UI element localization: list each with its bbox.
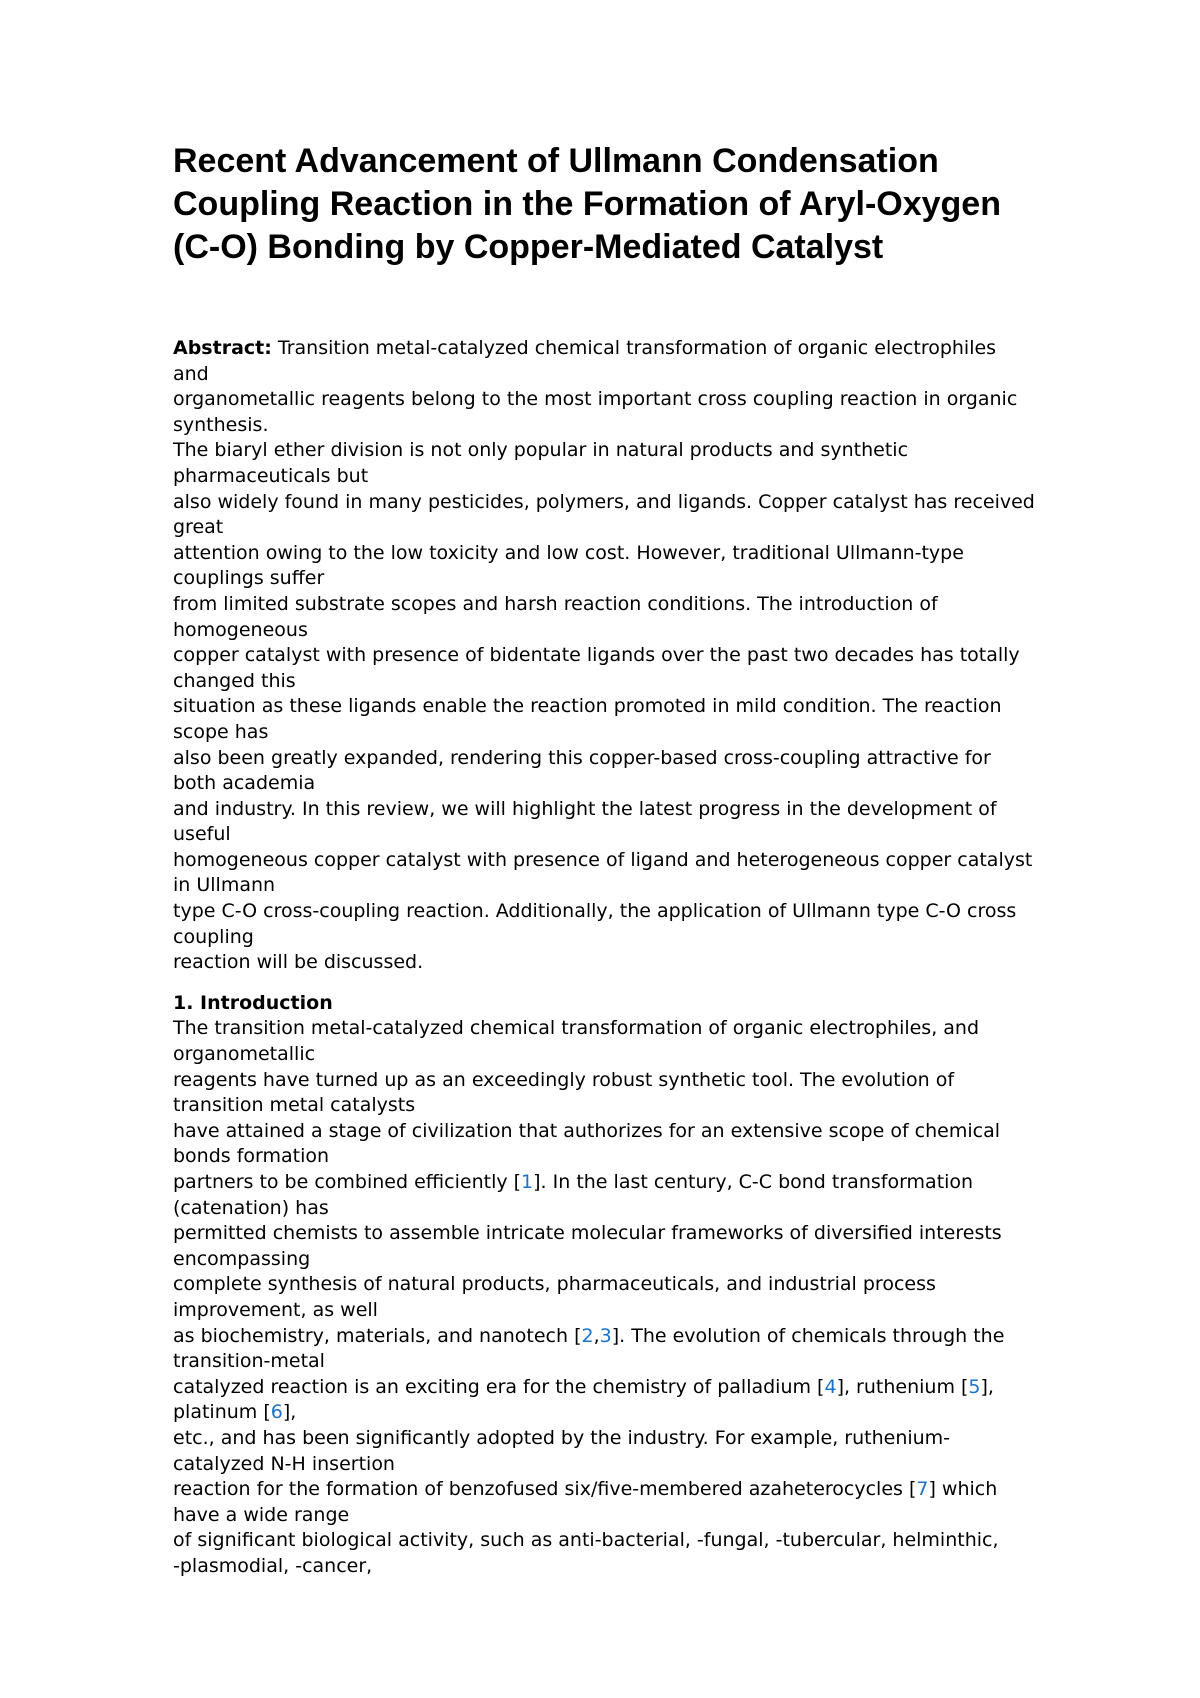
abstract-line: pharmaceuticals but bbox=[173, 464, 369, 487]
abstract-line: copper catalyst with presence of bidentate ligands over the past two decades has totally bbox=[173, 644, 1020, 667]
abstract-line: great bbox=[173, 516, 224, 539]
citation-link[interactable]: 2 bbox=[581, 1324, 594, 1347]
abstract-line: both academia bbox=[173, 772, 316, 795]
intro-line: (catenation) has bbox=[173, 1196, 329, 1219]
abstract-line bbox=[173, 336, 1103, 362]
citation-link[interactable]: 3 bbox=[599, 1324, 612, 1347]
document-body bbox=[173, 336, 1103, 1580]
intro-line bbox=[173, 1375, 1103, 1401]
intro-text: ], bbox=[282, 1401, 297, 1424]
abstract-line: useful bbox=[173, 823, 231, 846]
intro-line: organometallic bbox=[173, 1043, 316, 1066]
intro-line: improvement, as well bbox=[173, 1298, 378, 1321]
intro-line: bonds formation bbox=[173, 1145, 330, 1168]
abstract-line: homogeneous bbox=[173, 618, 308, 641]
intro-line: permitted chemists to assemble intricate molecular frameworks of diversified interests bbox=[173, 1222, 1002, 1245]
citation-link[interactable]: 6 bbox=[270, 1401, 283, 1424]
abstract-line: also widely found in many pesticides, polymers, and ligands. Copper catalyst has received bbox=[173, 490, 1035, 513]
intro-text: catalyzed reaction is an exciting era for the chemistry of palladium [ bbox=[173, 1375, 825, 1398]
abstract-line: The biaryl ether division is not only popular in natural products and synthetic bbox=[173, 439, 909, 462]
abstract-line: in Ullmann bbox=[173, 874, 276, 897]
title-line: (C-O) Bonding by Copper-Mediated Catalyst bbox=[173, 228, 884, 266]
intro-text: ]. In the last century, C-C bond transformation bbox=[533, 1171, 974, 1193]
intro-line bbox=[173, 1324, 1103, 1350]
intro-line: The transition metal-catalyzed chemical transformation of organic electrophiles, and bbox=[173, 1017, 980, 1040]
section-heading: 1. Introduction bbox=[173, 991, 333, 1014]
intro-line: -plasmodial, -cancer, bbox=[173, 1554, 373, 1577]
abstract-line: coupling bbox=[173, 925, 254, 948]
citation-link[interactable]: 5 bbox=[968, 1375, 981, 1398]
abstract-line: reaction will be discussed. bbox=[173, 951, 424, 974]
abstract-line: and industry. In this review, we will highlight the latest progress in the development of bbox=[173, 797, 997, 820]
abstract-line: from limited substrate scopes and harsh reaction conditions. The introduction of bbox=[173, 592, 938, 615]
intro-line: have attained a stage of civilization that authorizes for an extensive scope of chemical bbox=[173, 1119, 1001, 1142]
intro-line bbox=[173, 1477, 1103, 1503]
introduction-section bbox=[173, 991, 1103, 1580]
intro-line: etc., and has been significantly adopted by the industry. For example, ruthenium- bbox=[173, 1426, 951, 1449]
intro-text: ] which bbox=[928, 1478, 998, 1501]
citation-link[interactable]: 7 bbox=[916, 1478, 929, 1501]
citation-link[interactable]: 4 bbox=[824, 1375, 837, 1398]
abstract-line: synthesis. bbox=[173, 413, 269, 436]
intro-line: have a wide range bbox=[173, 1503, 350, 1526]
abstract-line: couplings suffer bbox=[173, 567, 325, 590]
intro-line: transition-metal bbox=[173, 1350, 325, 1373]
intro-text: reaction for the formation of benzofused six/five-membered azaheterocycles [ bbox=[173, 1478, 917, 1501]
abstract-line: changed this bbox=[173, 669, 296, 692]
intro-text: , bbox=[593, 1324, 600, 1347]
abstract-text: Transition metal-catalyzed chemical transformation of organic electrophiles bbox=[271, 337, 997, 359]
intro-line: of significant biological activity, such as anti-bacterial, -fungal, -tubercular, helminthic, bbox=[173, 1529, 999, 1552]
abstract-line: also been greatly expanded, rendering this copper-based cross-coupling attractive for bbox=[173, 746, 991, 769]
abstract-line: homogeneous copper catalyst with presence of ligand and heterogeneous copper catalyst bbox=[173, 848, 1033, 871]
intro-line: reagents have turned up as an exceedingly robust synthetic tool. The evolution of bbox=[173, 1068, 955, 1091]
intro-text: platinum [ bbox=[173, 1401, 271, 1424]
abstract-section bbox=[173, 336, 1103, 976]
abstract-line: situation as these ligands enable the reaction promoted in mild condition. The reaction bbox=[173, 695, 1002, 718]
abstract-label: Abstract: bbox=[173, 337, 272, 359]
abstract-line: scope has bbox=[173, 720, 269, 743]
abstract-line: attention owing to the low toxicity and low cost. However, traditional Ullmann-type bbox=[173, 541, 964, 564]
intro-line: encompassing bbox=[173, 1247, 311, 1270]
title-line: Recent Advancement of Ullmann Condensation bbox=[173, 142, 939, 180]
citation-link[interactable]: 1 bbox=[521, 1171, 534, 1193]
intro-line bbox=[173, 1400, 1103, 1426]
intro-text: ]. The evolution of chemicals through the bbox=[611, 1324, 1005, 1347]
intro-line bbox=[173, 1170, 1103, 1196]
abstract-line: type C-O cross-coupling reaction. Additionally, the application of Ullmann type C-O cross bbox=[173, 900, 1017, 923]
intro-text: ], bbox=[980, 1375, 994, 1398]
intro-text: as biochemistry, materials, and nanotech [ bbox=[173, 1324, 582, 1347]
intro-line: complete synthesis of natural products, pharmaceuticals, and industrial process bbox=[173, 1273, 936, 1296]
intro-line: catalyzed N-H insertion bbox=[173, 1452, 395, 1475]
paper-title bbox=[173, 140, 1133, 269]
intro-text: partners to be combined efficiently [ bbox=[173, 1171, 522, 1193]
abstract-line: and bbox=[173, 362, 209, 385]
intro-line: transition metal catalysts bbox=[173, 1094, 416, 1117]
intro-text: ], ruthenium [ bbox=[836, 1375, 969, 1398]
title-line: Coupling Reaction in the Formation of Aryl-Oxygen bbox=[173, 185, 1001, 223]
abstract-line: organometallic reagents belong to the most important cross coupling reaction in organic bbox=[173, 388, 1018, 411]
